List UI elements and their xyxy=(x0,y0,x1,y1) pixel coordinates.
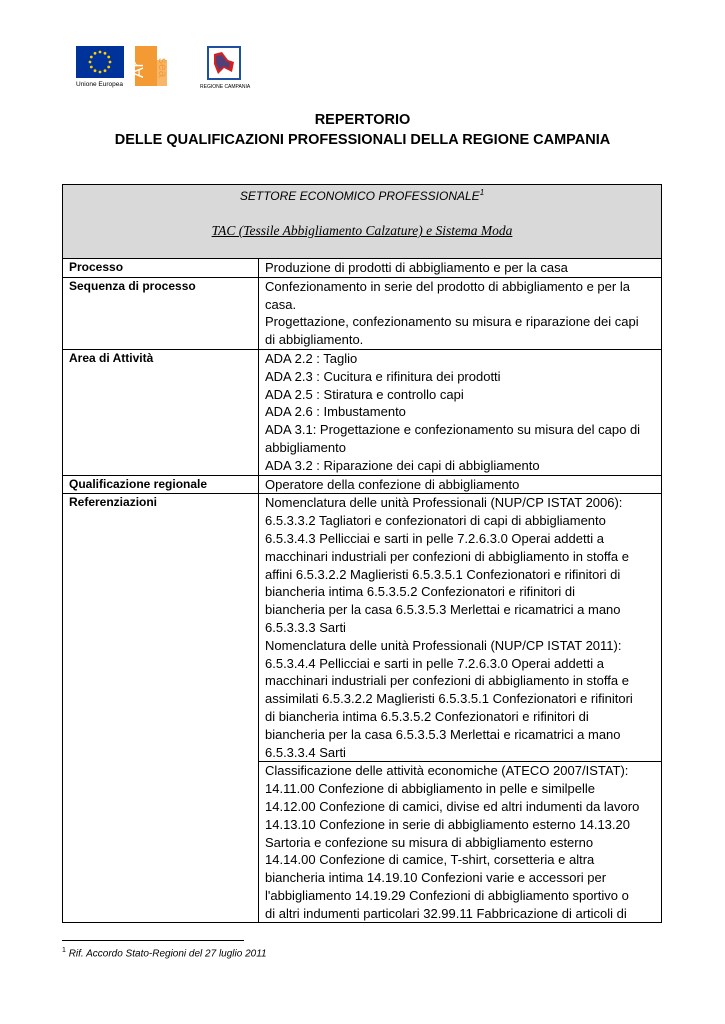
text-line: l'abbigliamento 14.19.29 Confezioni di abbigliamento sportivo o xyxy=(265,887,629,903)
svg-text:Ar: Ar xyxy=(130,62,147,78)
text-line: Confezionamento in serie del prodotto di abbigliamento e per la xyxy=(265,278,630,294)
row-label: Processo xyxy=(63,259,259,277)
campania-caption: REGIONE CAMPANIA xyxy=(200,84,251,90)
text-line: abbigliamento xyxy=(265,439,346,455)
footnote-number: 1 xyxy=(62,947,66,954)
row-value xyxy=(259,350,661,475)
eu-caption: Unione Europea xyxy=(76,81,123,88)
text-line: Classificazione delle attività economiche (ATECO 2007/ISTAT): xyxy=(265,763,629,779)
text-line: ADA 2.6 : Imbustamento xyxy=(265,404,406,420)
table-row-qualificazione xyxy=(63,476,661,495)
text-line: 6.5.3.3.4 Sarti xyxy=(265,744,346,760)
row-label: Qualificazione regionale xyxy=(63,476,259,494)
text-line: assimilati 6.5.3.2.2 Maglieristi 6.5.3.5.1 Confezionatori e rifinitori xyxy=(265,691,633,707)
text-line: macchinari industriali per confezioni di abbigliamento in stoffa e xyxy=(265,673,629,689)
row-label: Area di Attività xyxy=(63,350,259,475)
header-logos xyxy=(76,46,276,92)
text-line: ADA 2.5 : Stiratura e controllo capi xyxy=(265,386,464,402)
text-line: biancheria per la casa 6.5.3.5.3 Merlettai e ricamatrici a mano xyxy=(265,602,621,618)
qualification-table xyxy=(62,184,662,923)
svg-text:sea: sea xyxy=(156,58,170,78)
text-line: Progettazione, confezionamento su misura e riparazione dei capi xyxy=(265,314,639,330)
footnote-separator xyxy=(62,940,244,941)
footnote-text: Rif. Accordo Stato-Regioni del 27 luglio 2011 xyxy=(68,948,267,960)
sector-label: SETTORE ECONOMICO PROFESSIONALE$^1$ xyxy=(239,188,485,203)
text-line: 14.11.00 Confezione di abbigliamento in pelle e similpelle xyxy=(265,781,596,797)
text-line: Sartoria e confezione su misura di abbigliamento esterno xyxy=(265,834,594,850)
text-line: 6.5.3.4.3 Pellicciai e sarti in pelle 7.2.6.3.0 Operai addetti a xyxy=(265,530,604,546)
text-line: casa. xyxy=(265,296,297,312)
text-line: affini 6.5.3.2.2 Maglieristi 6.5.3.5.1 Confezionatori e rifinitori di xyxy=(265,566,621,582)
footnote xyxy=(62,947,267,959)
text-line: 6.5.3.3.2 Tagliatori e confezionatori di capi di abbigliamento xyxy=(265,513,606,529)
document-title: REPERTORIO xyxy=(314,112,411,128)
text-line: di altri indumenti particolari 32.99.11 Fabbricazione di articoli di xyxy=(265,905,627,921)
row-value xyxy=(259,494,661,922)
text-line: 14.13.10 Confezione in serie di abbigliamento esterno 14.13.20 xyxy=(265,816,630,832)
row-value: Operatore della confezione di abbigliamento xyxy=(265,476,520,492)
text-line: Nomenclatura delle unità Professionali (NUP/CP ISTAT 2011): xyxy=(265,637,622,653)
document-subtitle: DELLE QUALIFICAZIONI PROFESSIONALI DELLA REGIONE CAMPANIA xyxy=(114,132,611,148)
text-line: di abbigliamento. xyxy=(265,332,364,348)
arsea-logo xyxy=(130,46,181,86)
text-line: macchinari industriali per confezioni di abbigliamento in stoffa e xyxy=(265,548,629,564)
text-line: biancheria intima 6.5.3.5.2 Confezionatori e rifinitori di xyxy=(265,584,576,600)
sector-name: TAC (Tessile Abbigliamento Calzature) e Sistema Moda xyxy=(211,223,513,238)
text-line: biancheria intima 14.19.10 Confezioni varie e accessori per xyxy=(265,870,607,886)
campania-logo xyxy=(200,46,251,92)
nup-classification xyxy=(259,494,661,762)
row-label: Sequenza di processo xyxy=(63,278,259,349)
row-value: Produzione di prodotti di abbigliamento e per la casa xyxy=(265,260,568,275)
text-line: 6.5.3.3.3 Sarti xyxy=(265,619,346,635)
text-line: ADA 2.2 : Taglio xyxy=(265,350,358,366)
text-line: 14.12.00 Confezione di camici, divise ed altri indumenti da lavoro xyxy=(265,798,640,814)
text-line: biancheria per la casa 6.5.3.5.3 Merlettai e ricamatrici a mano xyxy=(265,726,621,742)
ateco-classification xyxy=(259,762,661,922)
text-line: Nomenclatura delle unità Professionali (NUP/CP ISTAT 2006): xyxy=(265,495,623,511)
text-line: 6.5.3.4.4 Pellicciai e sarti in pelle 7.2.6.3.0 Operai addetti a xyxy=(265,655,604,671)
footnote-ref: 1 xyxy=(479,188,485,197)
text-line: 14.14.00 Confezione di camice, T-shirt, corsetteria e altra xyxy=(265,852,595,868)
text-line: ADA 3.2 : Riparazione dei capi di abbigliamento xyxy=(265,457,540,473)
text-line: ADA 3.1: Progettazione e confezionamento su misura del capo di xyxy=(265,422,641,438)
table-row-processo xyxy=(63,259,661,278)
table-row-referenziazioni xyxy=(63,494,661,922)
row-value xyxy=(259,278,661,349)
sector-header xyxy=(63,185,661,259)
eu-flag-logo xyxy=(76,46,124,78)
text-line: ADA 2.3 : Cucitura e rifinitura dei prodotti xyxy=(265,368,501,384)
table-row-area xyxy=(63,350,661,476)
text-line: di biancheria intima 6.5.3.5.2 Confezionatori e rifinitori di xyxy=(265,708,589,724)
table-row-sequenza xyxy=(63,278,661,350)
row-label: Referenziazioni xyxy=(63,494,259,922)
